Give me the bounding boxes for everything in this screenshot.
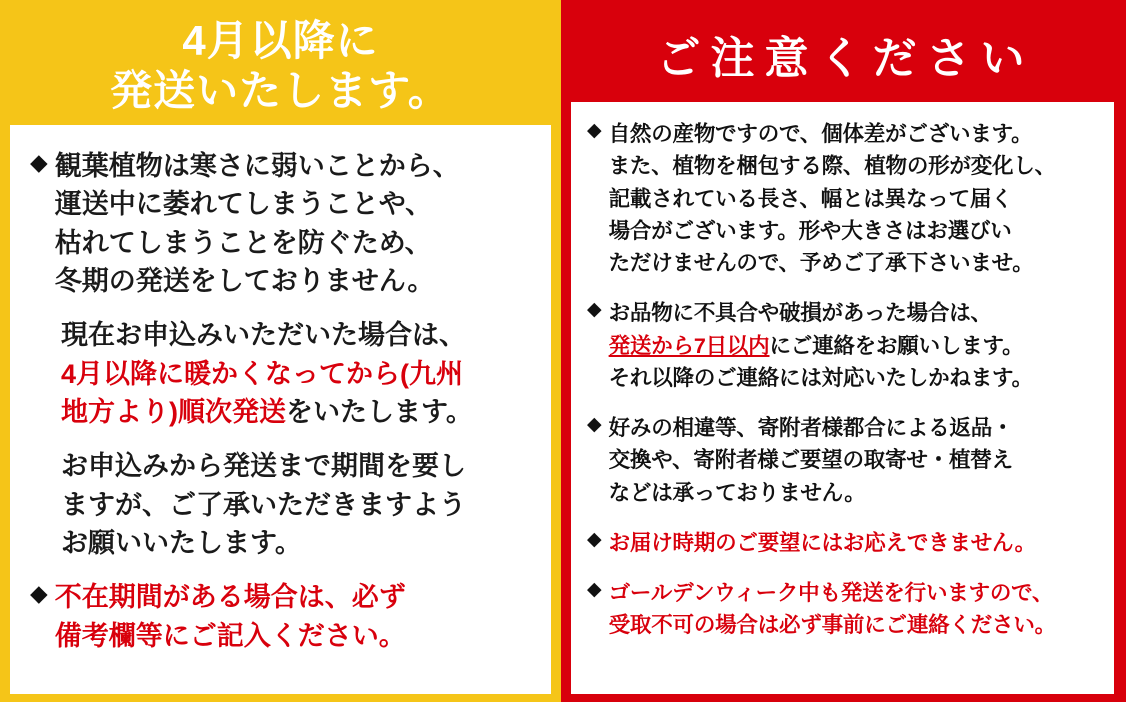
shipping-notice-text-line: お申込みから発送まで期間を要し: [61, 451, 466, 482]
shipping-notice-text-line: 不在期間がある場合は、必ず: [54, 582, 406, 613]
shipping-notice-text-line: 枯れてしまうことを防ぐため、: [54, 227, 432, 258]
shipping-notice-title-line1: 4月以降に: [182, 17, 379, 64]
caution-item-text: [609, 527, 1100, 559]
plain-text: 記載されている長さ、幅とは異なって届く: [608, 186, 1013, 211]
plain-text: また、植物を梱包する際、植物の形が変化し、: [608, 154, 1056, 179]
caution-text-line: [609, 330, 1100, 362]
diamond-bullet-icon: ◆: [587, 299, 602, 321]
caution-text-line: [609, 150, 1100, 182]
plain-text: 場合がございます。形や大きさはお選びい: [608, 218, 1012, 243]
plain-text: 交換や、寄附者様ご要望の取寄せ・植替え: [608, 448, 1013, 473]
caution-text-line: [609, 247, 1100, 279]
shipping-notice-item-text: [55, 147, 533, 300]
diamond-bullet-icon: ◆: [587, 414, 602, 435]
shipping-notice-text-line: 観葉植物は寒さに弱いことから、: [54, 151, 460, 182]
caution-item: [587, 412, 1100, 509]
emphasis-red-text: 受取不可の場合は必ず事前にご連絡ください。: [608, 613, 1056, 638]
shipping-notice-text-line: [61, 393, 533, 431]
emphasis-underline-text: 発送から7日以内: [608, 333, 770, 358]
diamond-bullet-icon: ◆: [587, 120, 602, 141]
caution-item: [587, 577, 1100, 642]
plain-text: をいたします。: [286, 397, 473, 428]
shipping-notice-text-line: 備考欄等にご記入ください。: [54, 620, 406, 651]
plain-text: お品物に不具合や破損があった場合は、: [608, 301, 992, 326]
shipping-notice-panel: [0, 0, 561, 702]
plain-text: 現在お申込みいただいた場合は、: [61, 320, 466, 351]
caution-item: [587, 118, 1100, 279]
caution-text-line: [609, 215, 1100, 247]
caution-text-line: [609, 297, 1100, 329]
plain-text: ただけませんので、予めご了承下さいませ。: [608, 251, 1034, 275]
shipping-notice-item-text: [61, 316, 533, 431]
shipping-notice-item: [30, 578, 533, 655]
shipping-notice-body: [10, 125, 551, 694]
caution-text-line: [609, 477, 1100, 509]
shipping-notice-text-line: ますが、ご了承いただきますよう: [61, 489, 466, 520]
shipping-notice-text-line: [61, 355, 533, 393]
shipping-notice-item: [30, 316, 533, 431]
caution-text-line: [609, 412, 1100, 444]
shipping-notice-text-line: 運送中に萎れてしまうことや、: [54, 189, 433, 220]
caution-item: [587, 527, 1100, 559]
diamond-bullet-icon: ◆: [587, 579, 602, 600]
caution-text-line: お届け時期のご要望にはお応えできません。: [608, 530, 1036, 555]
caution-text-line: [609, 609, 1100, 641]
shipping-notice-item-text: [61, 447, 533, 562]
caution-panel: [561, 0, 1126, 702]
plain-text: 好みの相違等、寄附者様都合による返品・: [608, 416, 1014, 440]
caution-item-text: [609, 412, 1100, 509]
caution-text-line: [609, 362, 1100, 394]
emphasis-red-text: 4月以降に暖かくなってから(九州: [61, 358, 464, 389]
caution-text-line: [609, 444, 1100, 476]
caution-item: [587, 297, 1100, 394]
plain-text: それ以降のご連絡には対応いたしかねます。: [608, 365, 1033, 390]
shipping-notice-text-line: [61, 316, 533, 354]
shipping-notice-title: [10, 10, 551, 125]
emphasis-red-text: ゴールデンウィーク中も発送を行いますので、: [608, 581, 1054, 605]
shipping-notice-text-line: 冬期の発送をしておりません。: [54, 266, 435, 297]
caution-block-list: [587, 118, 1100, 642]
caution-title: ご注意ください: [656, 34, 1035, 83]
shipping-notice-text-line: お願いいたします。: [61, 528, 302, 559]
caution-text-line: [609, 118, 1100, 150]
plain-text: 自然の産物ですので、個体差がございます。: [608, 122, 1033, 146]
caution-item-text: [609, 577, 1100, 642]
caution-item-text: [609, 118, 1100, 279]
caution-text-line: [609, 183, 1100, 215]
shipping-notice-item: [30, 447, 533, 562]
plain-text: などは承っておりません。: [608, 480, 866, 505]
caution-text-line: [609, 577, 1100, 609]
caution-item-text: [609, 297, 1100, 394]
emphasis-red-text: 地方より)順次発送: [61, 397, 286, 428]
plain-text: にご連絡をお願いします。: [769, 333, 1024, 358]
caution-body: [571, 102, 1114, 694]
diamond-bullet-icon: ◆: [30, 580, 48, 607]
shipping-notice-item-text: [55, 578, 533, 655]
diamond-bullet-icon: ◆: [587, 528, 602, 550]
diamond-bullet-icon: ◆: [30, 149, 48, 176]
shipping-notice-title-line2: 発送いたします。: [110, 66, 451, 114]
shipping-notice-item: [30, 147, 533, 300]
shipping-notice-block-list: [30, 147, 533, 655]
